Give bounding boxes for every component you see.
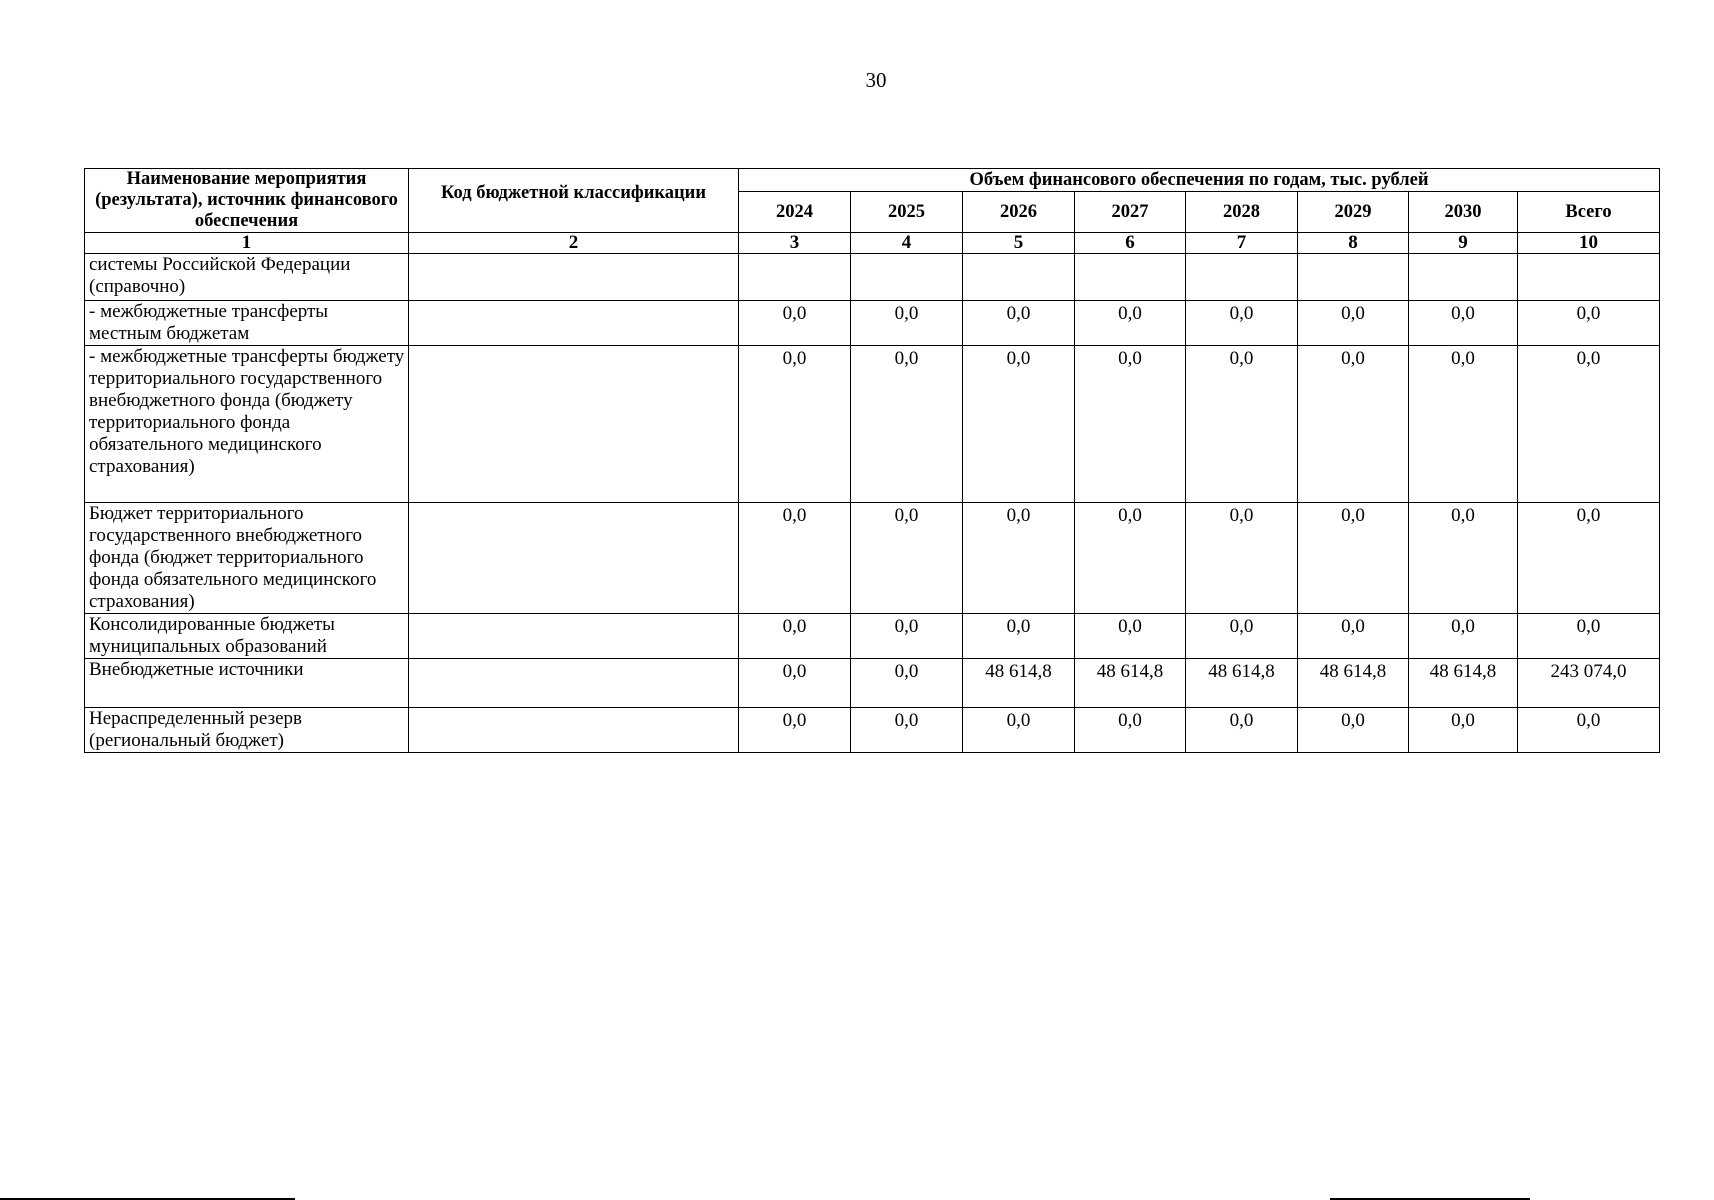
row-name: - межбюджетные трансферты бюджету территориального государственного внебюджетного фонда (бюджету территориального фонда обязательного медицинского страхования) — [85, 346, 409, 503]
value-2030 — [1409, 254, 1518, 301]
value-2024: 0,0 — [739, 659, 851, 708]
value-2030: 0,0 — [1409, 503, 1518, 614]
value-2030: 0,0 — [1409, 346, 1518, 503]
value-2027: 0,0 — [1075, 503, 1186, 614]
header-year-2024: 2024 — [739, 192, 851, 233]
value-total — [1518, 254, 1660, 301]
value-2024: 0,0 — [739, 708, 851, 753]
value-2030: 0,0 — [1409, 614, 1518, 659]
value-2029: 0,0 — [1298, 614, 1409, 659]
value-2027: 0,0 — [1075, 708, 1186, 753]
value-2026: 0,0 — [963, 708, 1075, 753]
value-2024: 0,0 — [739, 301, 851, 346]
row-name: - межбюджетные трансферты местным бюджетам — [85, 301, 409, 346]
value-2026: 0,0 — [963, 503, 1075, 614]
row-budget-code — [409, 254, 739, 301]
page-number: 30 — [865, 68, 887, 92]
value-total: 0,0 — [1518, 614, 1660, 659]
table-row — [85, 503, 1660, 614]
value-total: 0,0 — [1518, 346, 1660, 503]
header-funding-volume: Объем финансового обеспечения по годам, тыс. рублей — [739, 169, 1660, 192]
header-total: Всего — [1518, 192, 1660, 233]
value-2028: 0,0 — [1186, 614, 1298, 659]
row-name: Внебюджетные источники — [85, 659, 409, 708]
value-2024: 0,0 — [739, 614, 851, 659]
table-row — [85, 301, 1660, 346]
value-2025: 0,0 — [851, 301, 963, 346]
table-row — [85, 254, 1660, 301]
row-name: Нераспределенный резерв (региональный бюджет) — [85, 708, 409, 753]
value-2024: 0,0 — [739, 346, 851, 503]
value-2028: 0,0 — [1186, 346, 1298, 503]
table-row — [85, 346, 1660, 503]
column-number: 3 — [739, 233, 851, 254]
value-2026: 48 614,8 — [963, 659, 1075, 708]
value-2028: 0,0 — [1186, 301, 1298, 346]
value-2027 — [1075, 254, 1186, 301]
header-year-2029: 2029 — [1298, 192, 1409, 233]
value-2025: 0,0 — [851, 503, 963, 614]
header-budget-code: Код бюджетной классификации — [409, 169, 739, 233]
column-number: 6 — [1075, 233, 1186, 254]
value-2024: 0,0 — [739, 503, 851, 614]
value-2025 — [851, 254, 963, 301]
value-2029: 0,0 — [1298, 708, 1409, 753]
value-2026: 0,0 — [963, 346, 1075, 503]
value-2024 — [739, 254, 851, 301]
value-2027: 0,0 — [1075, 301, 1186, 346]
column-number: 1 — [85, 233, 409, 254]
value-2029: 0,0 — [1298, 301, 1409, 346]
header-name: Наименование мероприятия (результата), источник финансового обеспечения — [85, 169, 409, 233]
value-total: 0,0 — [1518, 708, 1660, 753]
header-year-2025: 2025 — [851, 192, 963, 233]
row-name: Бюджет территориального государственного внебюджетного фонда (бюджет территориального фонда обязательного медицинского страхования) — [85, 503, 409, 614]
value-2026: 0,0 — [963, 301, 1075, 346]
value-2025: 0,0 — [851, 614, 963, 659]
column-number: 10 — [1518, 233, 1660, 254]
value-2025: 0,0 — [851, 659, 963, 708]
value-2029: 48 614,8 — [1298, 659, 1409, 708]
row-name: системы Российской Федерации (справочно) — [85, 254, 409, 301]
column-number: 8 — [1298, 233, 1409, 254]
header-year-2030: 2030 — [1409, 192, 1518, 233]
value-2027: 0,0 — [1075, 614, 1186, 659]
row-budget-code — [409, 659, 739, 708]
row-name: Консолидированные бюджеты муниципальных образований — [85, 614, 409, 659]
table-row — [85, 659, 1660, 708]
value-2026: 0,0 — [963, 614, 1075, 659]
value-2027: 48 614,8 — [1075, 659, 1186, 708]
value-2028: 0,0 — [1186, 503, 1298, 614]
value-2028: 48 614,8 — [1186, 659, 1298, 708]
row-budget-code — [409, 614, 739, 659]
value-2028 — [1186, 254, 1298, 301]
header-year-2028: 2028 — [1186, 192, 1298, 233]
column-number: 4 — [851, 233, 963, 254]
value-2030: 48 614,8 — [1409, 659, 1518, 708]
row-budget-code — [409, 301, 739, 346]
value-2029 — [1298, 254, 1409, 301]
budget-table — [84, 168, 1660, 753]
value-2025: 0,0 — [851, 708, 963, 753]
header-year-2027: 2027 — [1075, 192, 1186, 233]
row-budget-code — [409, 503, 739, 614]
table-row — [85, 708, 1660, 753]
value-2029: 0,0 — [1298, 503, 1409, 614]
row-budget-code — [409, 346, 739, 503]
column-number: 5 — [963, 233, 1075, 254]
header-year-2026: 2026 — [963, 192, 1075, 233]
value-total: 0,0 — [1518, 503, 1660, 614]
value-2029: 0,0 — [1298, 346, 1409, 503]
value-2028: 0,0 — [1186, 708, 1298, 753]
column-number: 7 — [1186, 233, 1298, 254]
value-2025: 0,0 — [851, 346, 963, 503]
column-number: 9 — [1409, 233, 1518, 254]
column-number: 2 — [409, 233, 739, 254]
value-total: 0,0 — [1518, 301, 1660, 346]
row-budget-code — [409, 708, 739, 753]
value-2030: 0,0 — [1409, 301, 1518, 346]
table-row — [85, 614, 1660, 659]
value-2027: 0,0 — [1075, 346, 1186, 503]
value-total: 243 074,0 — [1518, 659, 1660, 708]
value-2026 — [963, 254, 1075, 301]
value-2030: 0,0 — [1409, 708, 1518, 753]
